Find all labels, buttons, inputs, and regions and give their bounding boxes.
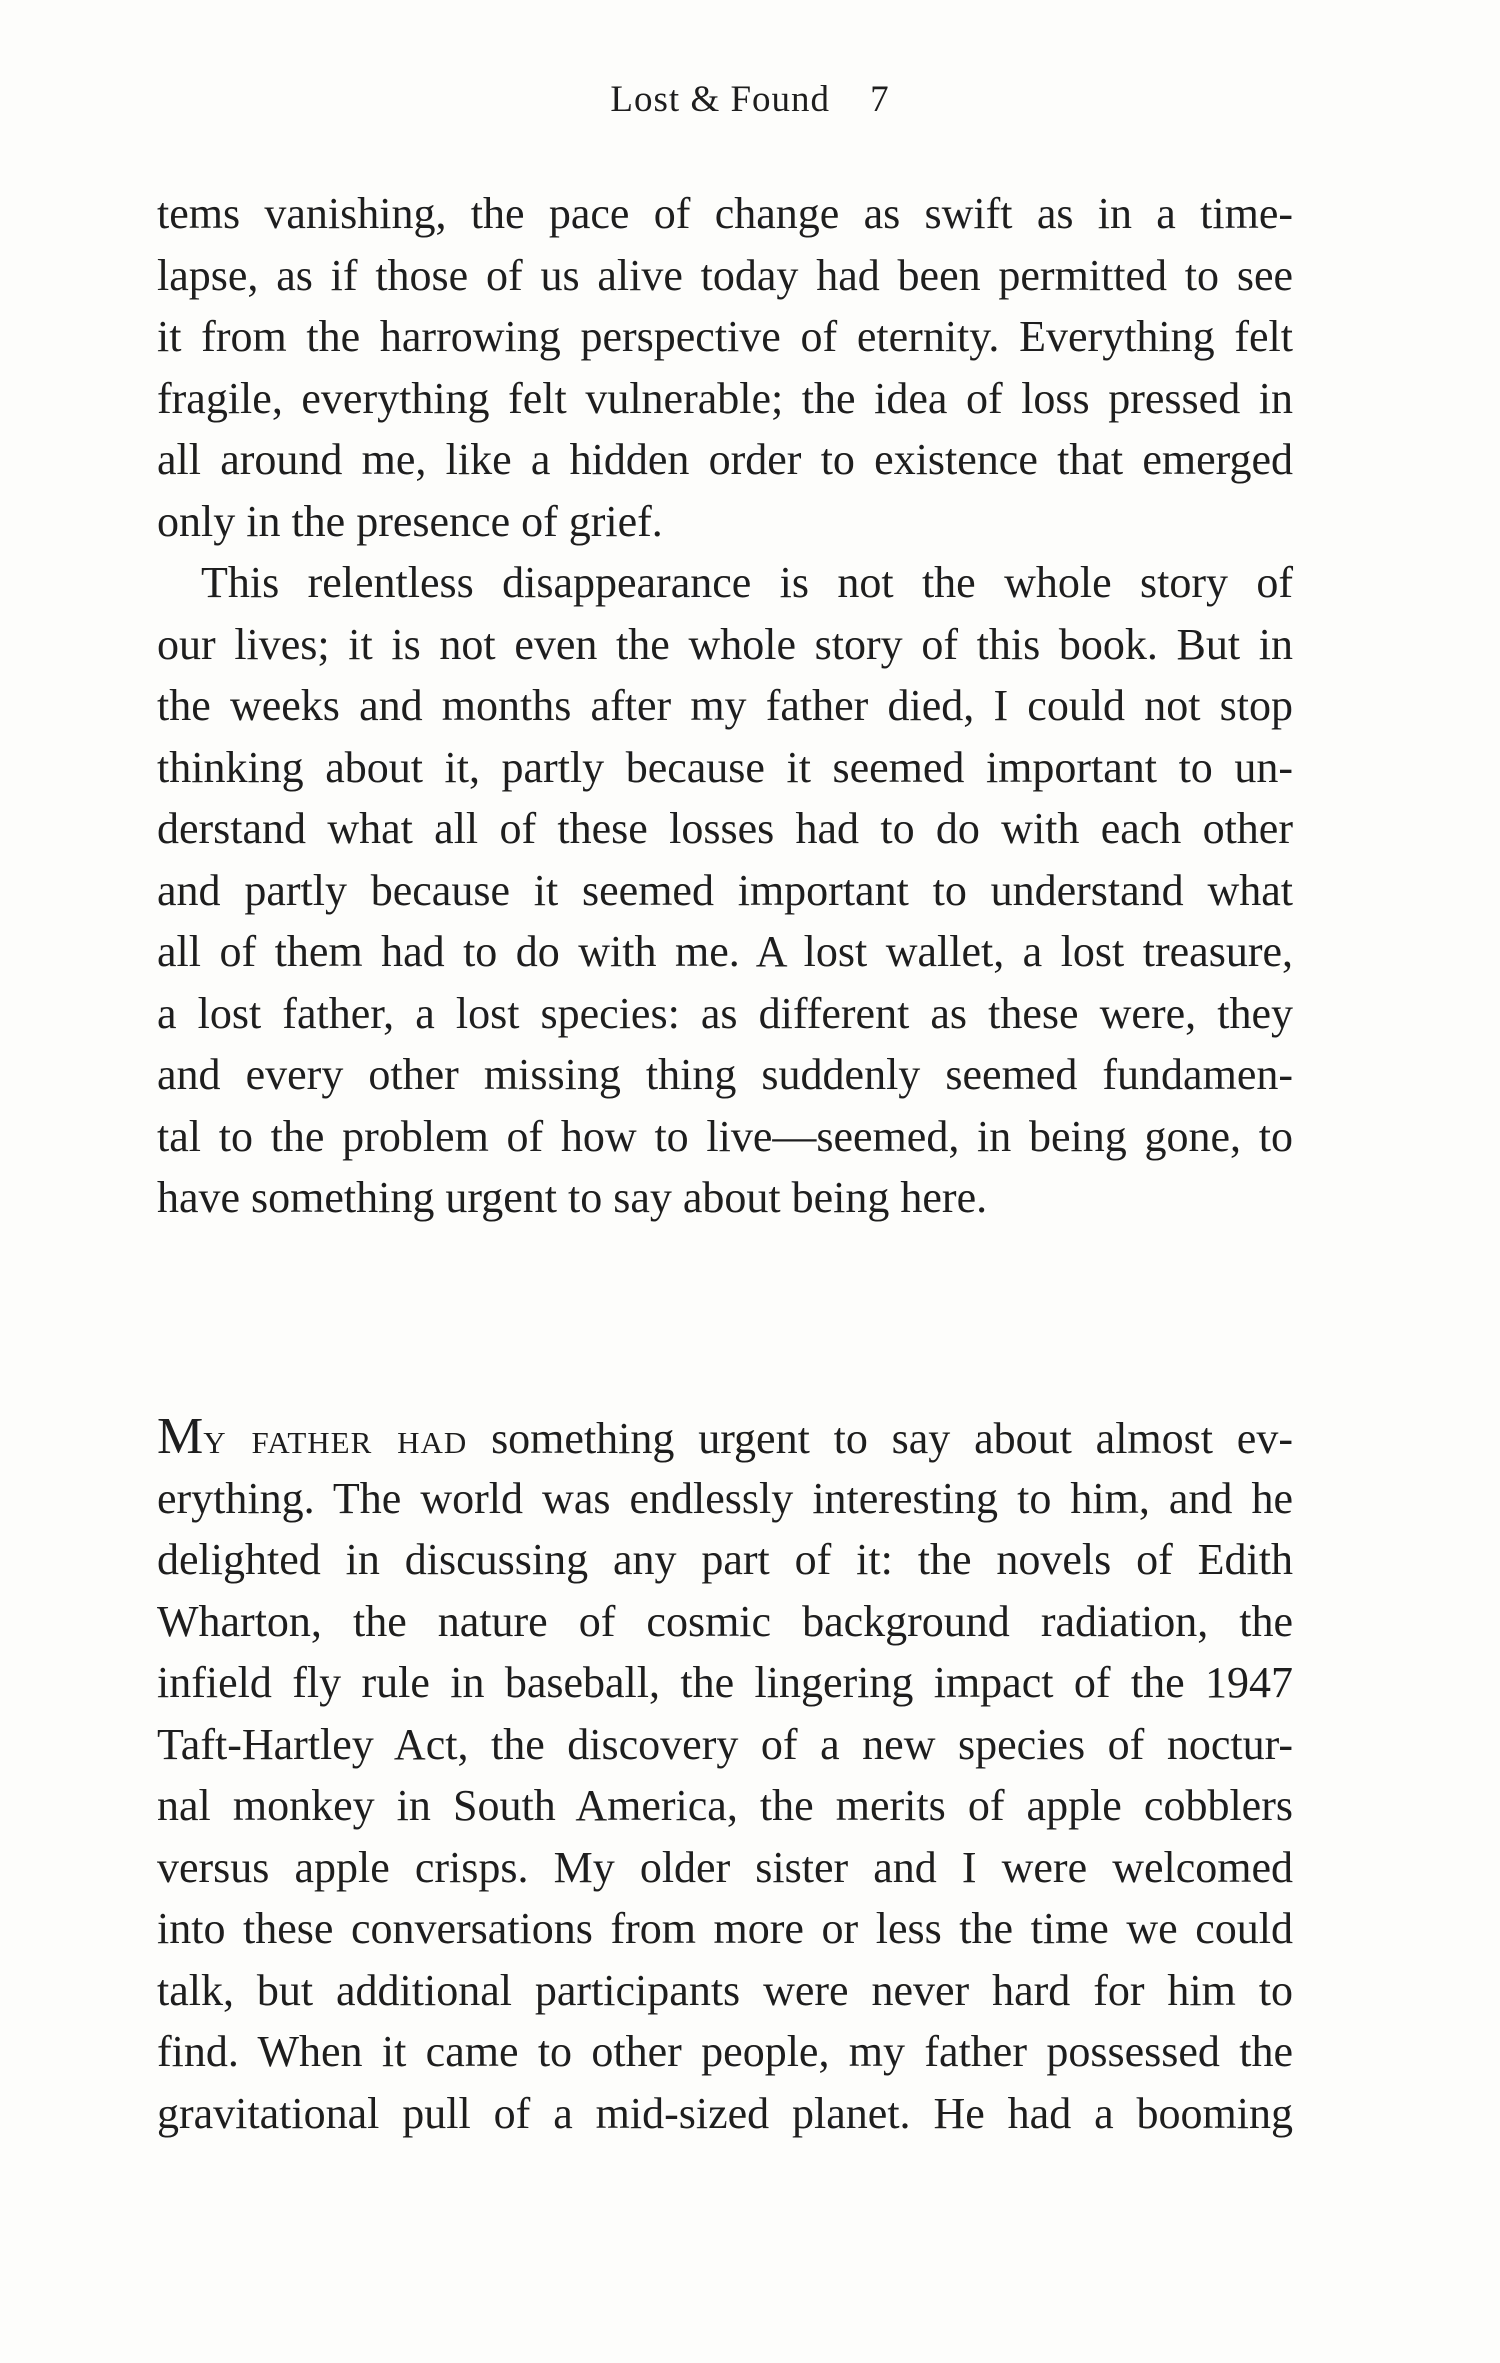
- page-number: 7: [870, 79, 890, 120]
- text-line: nal monkey in South America, the merits of apple cobblers: [157, 1781, 1293, 1830]
- text-line: This relentless disappearance is not the whole story of: [201, 558, 1293, 607]
- text-line: delighted in discussing any part of it: the novels of Edith: [157, 1535, 1293, 1584]
- text-line: and every other missing thing suddenly seemed fundamen-: [157, 1050, 1293, 1099]
- running-title: Lost & Found: [610, 79, 831, 120]
- text-line: derstand what all of these losses had to do with each other: [157, 804, 1293, 853]
- text-line: our lives; it is not even the whole story of this book. But in: [157, 619, 1293, 669]
- text-line: into these conversations from more or less the time we could: [157, 1904, 1293, 1953]
- text-line: tal to the problem of how to live—seemed, in being gone, to: [157, 1111, 1293, 1161]
- text-line: fragile, everything felt vulnerable; the idea of loss pressed in: [157, 373, 1293, 423]
- text-line: erything. The world was endlessly interesting to him, and he: [157, 1473, 1293, 1523]
- text-line: all around me, like a hidden order to existence that emerged: [157, 435, 1293, 484]
- text-line: gravitational pull of a mid-sized planet. He had a booming: [157, 2088, 1293, 2138]
- running-header: [0, 78, 1500, 121]
- text-line: Taft-Hartley Act, the discovery of a new species of noctur-: [157, 1719, 1293, 1769]
- first-line-rest: something urgent to say about almost ev-: [491, 1414, 1293, 1463]
- text-line: lapse, as if those of us alive today had been permitted to see: [157, 250, 1293, 300]
- text-line: thinking about it, partly because it seemed important to un-: [157, 742, 1293, 792]
- text-line: infield fly rule in baseball, the lingering impact of the 1947: [157, 1658, 1293, 1707]
- text-line: only in the presence of grief.: [157, 496, 663, 546]
- text-line: tems vanishing, the pace of change as swift as in a time-: [157, 189, 1293, 238]
- text-line: find. When it came to other people, my father possessed the: [157, 2027, 1293, 2076]
- section-text: [157, 1406, 1293, 2144]
- text-line: a lost father, a lost species: as different as these were, they: [157, 988, 1293, 1038]
- text-line: Wharton, the nature of cosmic background radiation, the: [157, 1596, 1293, 1646]
- text-line: it from the harrowing perspective of eternity. Everything felt: [157, 312, 1293, 361]
- text-line: talk, but additional participants were never hard for him to: [157, 1965, 1293, 2015]
- text-line: versus apple crisps. My older sister and I were welcomed: [157, 1842, 1293, 1892]
- lead-initial: M: [157, 1408, 204, 1465]
- lead-smallcaps: y father had: [203, 1414, 468, 1463]
- text-line: and partly because it seemed important to understand what: [157, 865, 1293, 915]
- text-line: all of them had to do with me. A lost wallet, a lost treasure,: [157, 927, 1293, 976]
- body-text: [157, 183, 1293, 1229]
- text-line: the weeks and months after my father died, I could not stop: [157, 681, 1293, 730]
- text-line: have something urgent to say about being here.: [157, 1173, 988, 1222]
- section-first-line: [157, 1406, 1293, 1468]
